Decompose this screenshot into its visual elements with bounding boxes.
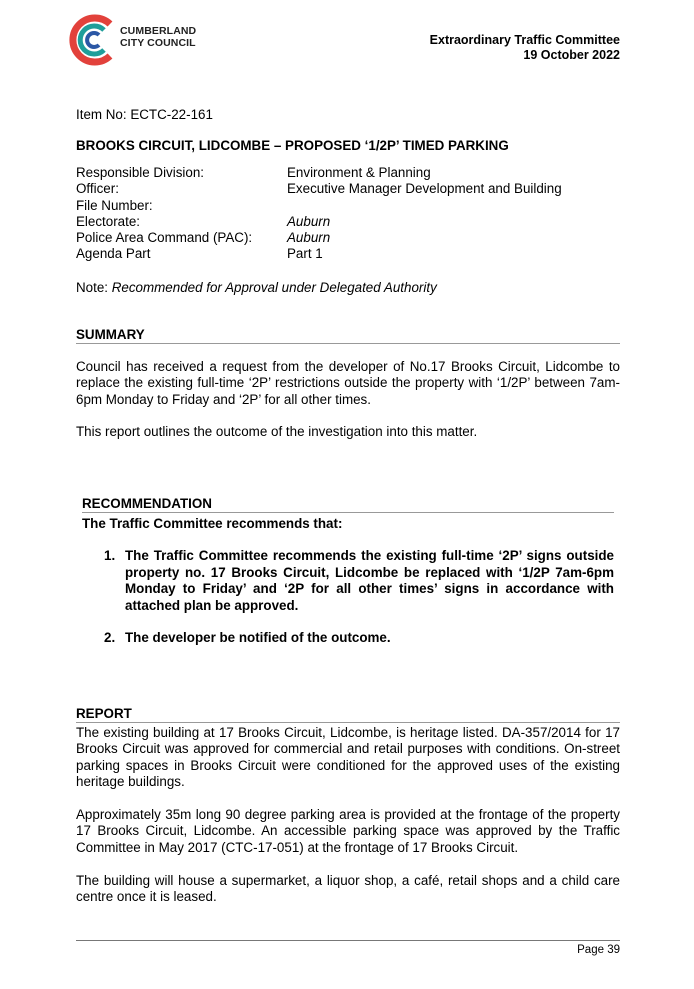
note-text: Recommended for Approval under Delegated Authority	[111, 280, 437, 295]
recommendation-heading: RECOMMENDATION	[82, 496, 614, 513]
list-number: 2.	[104, 630, 116, 646]
report-heading: REPORT	[76, 706, 620, 723]
report-paragraph: Approximately 35m long 90 degree parking area is provided at the frontage of the property 17 Brooks Circuit, Lidcombe. An accessible parking space was approved by the Traffic Committee in May 2017 (CTC-17-051) at the frontage of 17 Brooks Circuit.	[76, 807, 620, 855]
council-logo-text	[120, 25, 196, 49]
org-name-line2: CITY COUNCIL	[120, 37, 196, 49]
page-header	[430, 33, 620, 63]
report-paragraph: The existing building at 17 Brooks Circuit, Lidcombe, is heritage listed. DA-357/2014 for 17 Brooks Circuit was approved for commercial and retail purposes with conditions. On-street parking spaces in Brooks Circuit were conditioned for the approved uses of the existing heritage buildings.	[76, 725, 620, 789]
meta-value: Part 1	[287, 246, 323, 262]
item-number: Item No: ECTC-22-161	[76, 107, 213, 122]
meta-value: Executive Manager Development and Building	[287, 181, 562, 197]
meta-label: Agenda Part	[76, 246, 151, 262]
meta-row	[76, 165, 636, 181]
report-paragraph: The building will house a supermarket, a liquor shop, a café, retail shops and a child care centre once it is leased.	[76, 873, 620, 905]
page-number: Page 39	[577, 944, 620, 956]
org-name-line1: CUMBERLAND	[120, 25, 197, 37]
summary-heading: SUMMARY	[76, 327, 620, 344]
meta-label: Electorate:	[76, 213, 141, 229]
meta-row	[76, 214, 636, 230]
list-text: The developer be notified of the outcome.	[125, 630, 391, 646]
council-logo-icon	[66, 12, 118, 68]
meta-row	[76, 230, 636, 246]
meta-row	[76, 246, 636, 262]
meta-row	[76, 181, 636, 197]
recommendation-list	[104, 548, 614, 647]
summary-paragraph: Council has received a request from the developer of No.17 Brooks Circuit, Lidcombe to replace the existing full-time ‘2P’ restrictions outside the property with ‘1/2P’ between 7am-6pm Monday to Friday and ‘2P’ for all other times.	[76, 359, 620, 407]
summary-paragraph: This report outlines the outcome of the investigation into this matter.	[76, 424, 478, 439]
meeting-date: 19 October 2022	[523, 48, 620, 62]
meta-label: Responsible Division:	[76, 165, 205, 180]
recommendation-intro: The Traffic Committee recommends that:	[82, 516, 343, 531]
list-text: The Traffic Committee recommends the existing full-time ‘2P’ signs outside property no. 17 Brooks Circuit, Lidcombe be replaced with ‘1/2P 7am-6pm Monday to Friday’ and ‘2P for all other times’ signs in accordance with attached plan be approved.	[125, 548, 614, 613]
note-label: Note:	[76, 280, 112, 295]
list-number: 1.	[104, 548, 116, 563]
report-metadata	[76, 165, 636, 263]
meta-value: Auburn	[287, 230, 331, 246]
list-item	[104, 548, 614, 614]
approval-note	[76, 280, 437, 295]
committee-name: Extraordinary Traffic Committee	[429, 33, 620, 47]
meta-label: Officer:	[76, 181, 119, 197]
report-title: BROOKS CIRCUIT, LIDCOMBE – PROPOSED ‘1/2P’ TIMED PARKING	[76, 138, 509, 153]
meta-value: Environment & Planning	[287, 165, 431, 180]
meta-row	[76, 198, 636, 214]
list-item	[104, 630, 614, 647]
council-logo	[66, 12, 196, 68]
meta-value: Auburn	[287, 213, 331, 229]
meta-label: File Number:	[76, 197, 153, 213]
footer-divider	[76, 940, 620, 941]
meta-label: Police Area Command (PAC):	[76, 230, 253, 246]
